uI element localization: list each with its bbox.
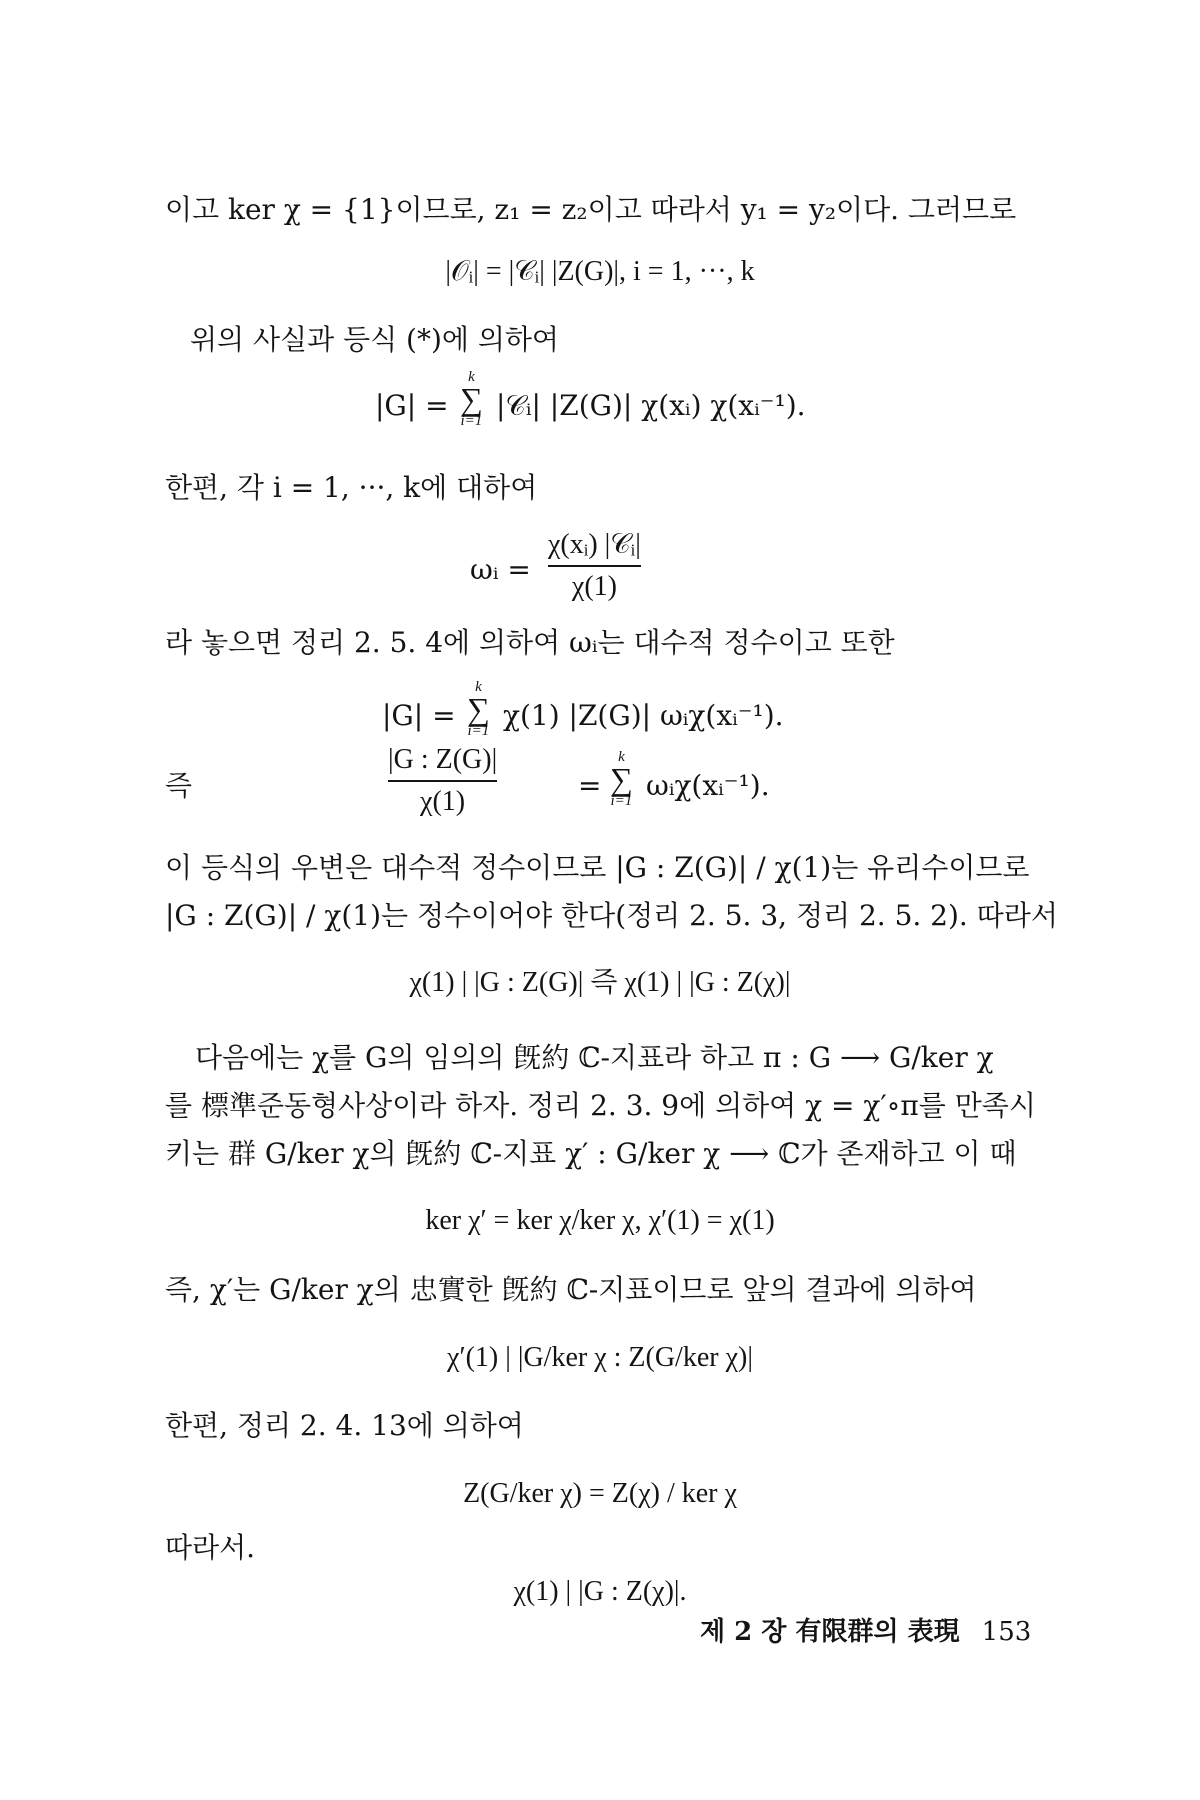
text-line-1: 이고 ker χ = {1}이므로, z₁ = z₂이고 따라서 y₁ = y₂이다. 그러므로 bbox=[165, 193, 1017, 226]
equation-4-left: |G| = bbox=[382, 699, 456, 732]
text-line-3: 한편, 각 i = 1, ···, k에 대하여 bbox=[165, 471, 538, 504]
sigma-icon: ∑ bbox=[467, 691, 490, 727]
text-line-7: |G : Z(G)| / χ(1)는 정수이어야 한다(정리 2. 5. 3, 정리 2. 5. 2). 따라서 bbox=[165, 899, 1058, 932]
equation-2-right: |𝒞ᵢ| |Z(G)| χ(xᵢ) χ(xᵢ⁻¹). bbox=[496, 389, 806, 422]
summation-upper-limit: k bbox=[475, 679, 482, 695]
equation-kernel: ker χ′ = ker χ/ker χ, χ′(1) = χ(1) bbox=[425, 1205, 775, 1236]
page-number: 153 bbox=[981, 1617, 1032, 1647]
text-line-12: 한편, 정리 2. 4. 13에 의하여 bbox=[165, 1409, 524, 1442]
fraction-denominator: χ(1) bbox=[420, 786, 466, 817]
summation-upper-limit: k bbox=[468, 369, 475, 385]
text-line-5-label: 즉 bbox=[165, 769, 193, 802]
equation-3-left: ωᵢ = bbox=[470, 553, 531, 586]
fraction-denominator: χ(1) bbox=[571, 571, 617, 602]
summation-symbol-2 bbox=[467, 680, 490, 738]
summation-lower-limit: i=1 bbox=[460, 413, 483, 429]
text-line-4: 라 놓으면 정리 2. 5. 4에 의하여 ωᵢ는 대수적 정수이고 또한 bbox=[165, 626, 895, 659]
chapter-title: 제 2 장 有限群의 表現 bbox=[700, 1617, 960, 1647]
text-line-8: 다음에는 χ를 G의 임의의 旣約 ℂ-지표라 하고 π : G ⟶ G/ker χ bbox=[195, 1041, 994, 1074]
equation-5-right: ωᵢχ(xᵢ⁻¹). bbox=[646, 769, 770, 802]
sigma-icon: ∑ bbox=[610, 761, 633, 797]
summation-lower-limit: i=1 bbox=[467, 723, 490, 739]
summation-symbol-3 bbox=[610, 750, 633, 808]
summation-symbol-1 bbox=[460, 370, 483, 428]
text-line-13: 따라서. bbox=[165, 1531, 256, 1564]
fraction-bar bbox=[388, 780, 497, 782]
fraction-numerator: |G : Z(G)| bbox=[388, 744, 498, 775]
fraction-index bbox=[388, 743, 497, 819]
equation-2-left: |G| = bbox=[375, 389, 449, 422]
running-footer bbox=[700, 1614, 1031, 1650]
text-line-6: 이 등식의 우변은 대수적 정수이므로 |G : Z(G)| / χ(1)는 유리수이므로 bbox=[165, 851, 1030, 884]
fraction-omega bbox=[548, 528, 641, 604]
equation-center-quotient: Z(G/ker χ) = Z(χ) / ker χ bbox=[463, 1478, 737, 1509]
fraction-numerator: χ(xᵢ) |𝒞ᵢ| bbox=[548, 529, 641, 560]
summation-upper-limit: k bbox=[618, 749, 625, 765]
summation-lower-limit: i=1 bbox=[610, 793, 633, 809]
equation-orbit-size: |𝒪ᵢ| = |𝒞ᵢ| |Z(G)|, i = 1, ···, k bbox=[445, 256, 755, 287]
equation-divisibility-1: χ(1) | |G : Z(G)| 즉 χ(1) | |G : Z(χ)| bbox=[409, 967, 791, 998]
text-line-10: 키는 群 G/ker χ의 旣約 ℂ-지표 χ′ : G/ker χ ⟶ ℂ가 존재하고 이 때 bbox=[165, 1137, 1017, 1170]
text-line-11: 즉, χ′는 G/ker χ의 忠實한 旣約 ℂ-지표이므로 앞의 결과에 의하여 bbox=[165, 1273, 977, 1306]
fraction-bar bbox=[548, 565, 641, 567]
text-line-9: 를 標準준동형사상이라 하자. 정리 2. 3. 9에 의하여 χ = χ′∘π를 만족시 bbox=[165, 1089, 1036, 1122]
sigma-icon: ∑ bbox=[460, 381, 483, 417]
text-line-2: 위의 사실과 등식 (*)에 의하여 bbox=[190, 323, 559, 356]
equation-5-equals: = bbox=[578, 769, 602, 802]
equation-conclusion: χ(1) | |G : Z(χ)|. bbox=[513, 1576, 687, 1607]
equation-4-right: χ(1) |Z(G)| ωᵢχ(xᵢ⁻¹). bbox=[503, 699, 784, 732]
equation-divisibility-2: χ′(1) | |G/ker χ : Z(G/ker χ)| bbox=[447, 1342, 753, 1373]
